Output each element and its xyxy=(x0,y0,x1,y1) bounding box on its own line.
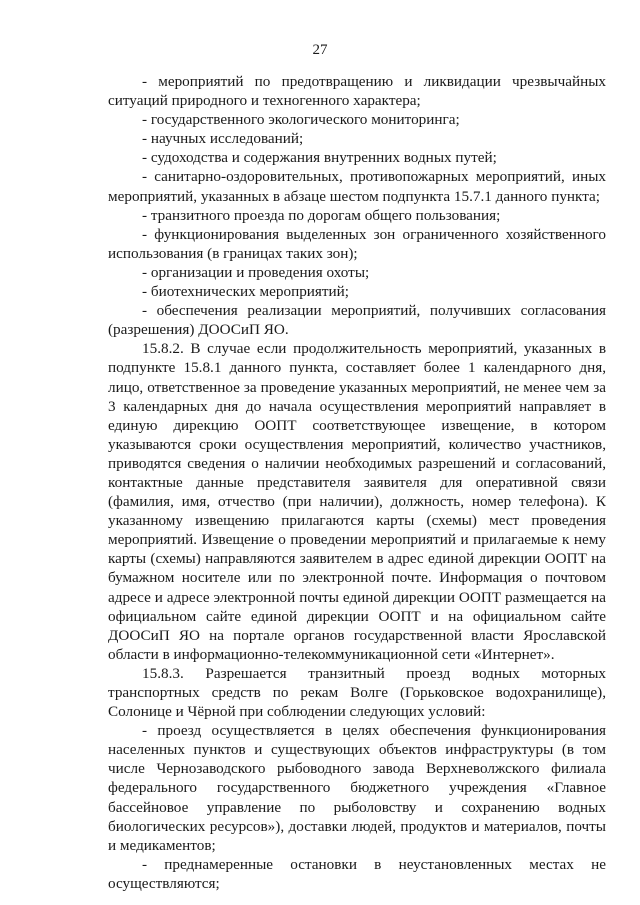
list-item-approved-activities: - обеспечения реализации мероприятий, получивших согласования (разрешения) ДООСиП ЯО. xyxy=(108,302,606,339)
list-item-limited-zones: - функционирования выделенных зон ограниченного хозяйственного использования (в границах таких зон); xyxy=(108,225,606,262)
clause-15-8-2: 15.8.2. В случае если продолжительность мероприятий, указанных в подпункте 15.8.1 данного пункта, составляет более 1 календарного дня, лицо, ответственное за проведение указанных мероприятий, не менее чем за 3 календарных дня до начала осуществления мероприятий направляет в единую дирекцию ООПТ соответствующее извещение, в котором указываются сроки осуществления мероприятий, количество участников, приводятся сведения о наличии необходимых разрешений и согласований, контактные данные представителя заявителя для оперативной связи (фамилия, имя, отчество (при наличии), должность, номер телефона). К указанному извещению прилагаются карты (схемы) мест проведения мероприятий. Извещение о проведении мероприятий и прилагаемые к нему карты (схемы) направляются заявителем в адрес единой дирекции ООПТ на бумажном носителе или по электронной почте. Информация о почтовом адресе и адресе электронной почты единой дирекции ООПТ размещается на официальном сайте единой дирекции ООПТ и на официальном сайте ДООСиП ЯО на портале органов государственной власти Ярославской области в информационно-телекоммуникационной сети «Интернет». xyxy=(108,340,606,663)
list-item-ecological-monitoring: - государственного экологического мониторинга; xyxy=(142,111,460,129)
list-item-navigation: - судоходства и содержания внутренних водных путей; xyxy=(142,149,497,167)
list-item-biotechnical: - биотехнических мероприятий; xyxy=(142,283,350,301)
condition-item-no-stops: - преднамеренные остановки в неустановленных местах не осуществляются; xyxy=(108,855,606,892)
condition-item-purpose: - проезд осуществляется в целях обеспечения функционирования населенных пунктов и существующих объектов инфраструктуры (в том числе Чернозаводского рыбоводного завода Верхневолжского филиала федерального государственного бюджетного учреждения «Главное бассейновое управление по рыболовству и сохранению водных биологических ресурсов»), доставки людей, продуктов и материалов, почты и медикаментов; xyxy=(108,722,606,854)
document-body xyxy=(108,72,606,893)
list-item-transit-roads: - транзитного проезда по дорогам общего пользования; xyxy=(142,206,501,224)
list-item-hunting: - организации и проведения охоты; xyxy=(142,263,370,281)
page-number: 27 xyxy=(312,42,328,58)
list-item-sanitary: - санитарно-оздоровительных, противопожарных мероприятий, иных мероприятий, указанных в абзаце шестом подпункта 15.7.1 данного пункта; xyxy=(108,168,606,205)
list-item-emergency: - мероприятий по предотвращению и ликвидации чрезвычайных ситуаций природного и техногенного характера; xyxy=(108,73,606,110)
list-item-research: - научных исследований; xyxy=(142,130,304,148)
clause-15-8-3: 15.8.3. Разрешается транзитный проезд водных моторных транспортных средств по рекам Волге (Горьковское водохранилище), Солонице и Чёрной при соблюдении следующих условий: xyxy=(108,664,606,721)
